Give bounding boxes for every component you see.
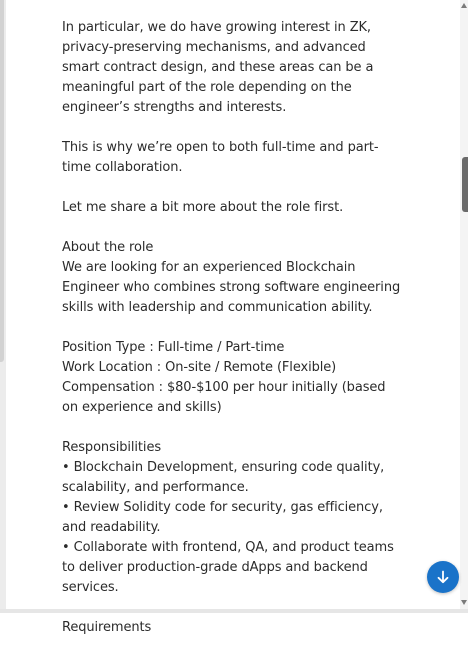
compensation: Compensation : $80-$100 per hour initially (based on experience and skills) [62, 380, 386, 415]
role-details [62, 338, 402, 418]
left-panel-border [0, 0, 6, 613]
requirements-section [62, 618, 402, 638]
arrow-down-icon [435, 569, 451, 585]
work-location: Work Location : On-site / Remote (Flexible) [62, 360, 337, 375]
jump-to-bottom-button[interactable] [427, 561, 459, 593]
message-body [62, 18, 402, 658]
requirements-heading: Requirements [62, 620, 152, 635]
responsibility-item: • Collaborate with frontend, QA, and product teams to deliver production-grade dApps and backend services. [62, 540, 394, 595]
responsibility-item: • Blockchain Development, ensuring code quality, scalability, and performance. [62, 460, 385, 495]
responsibility-item: • Review Solidity code for security, gas efficiency, and readability. [62, 500, 383, 535]
about-heading: About the role [62, 240, 154, 255]
message-paragraph: In particular, we do have growing interest in ZK, privacy-preserving mechanisms, and advanced smart contract design, and these areas can be a meaningful part of the role depending on the engineer’s strengths and interests. [62, 20, 374, 115]
scrollbar-thumb[interactable] [462, 157, 468, 212]
message-paragraph: Let me share a bit more about the role first. [62, 200, 344, 215]
about-section [62, 238, 402, 318]
responsibilities-heading: Responsibilities [62, 440, 162, 455]
bottom-edge [0, 609, 468, 613]
position-type: Position Type : Full-time / Part-time [62, 340, 285, 355]
vertical-scrollbar[interactable] [460, 0, 468, 613]
about-body: We are looking for an experienced Blockchain Engineer who combines strong software engineering skills with leadership and communication ability. [62, 260, 401, 315]
scroll-down-arrow-icon[interactable] [461, 600, 467, 605]
scroll-up-arrow-icon[interactable] [461, 3, 467, 8]
message-paragraph: This is why we’re open to both full-time and part-time collaboration. [62, 140, 379, 175]
responsibilities-section [62, 438, 402, 598]
left-panel-scrollbar[interactable] [0, 0, 4, 362]
